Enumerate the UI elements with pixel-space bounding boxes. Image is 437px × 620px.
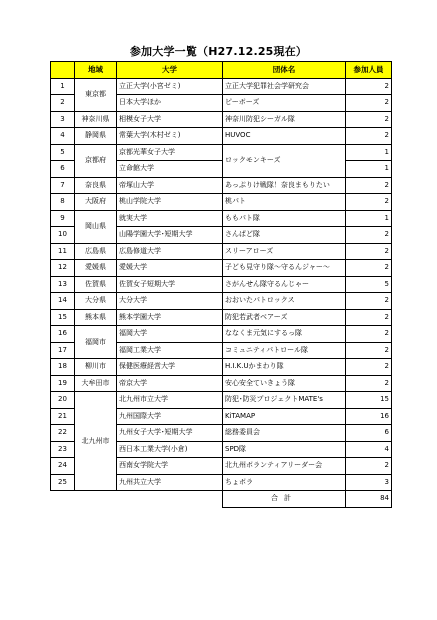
group-cell: 防犯･防災プロジェクトMATE's (223, 392, 346, 409)
count-cell: 2 (346, 227, 392, 244)
group-cell: コミュニティパトロール隊 (223, 342, 346, 359)
region-cell: 静岡県 (75, 128, 117, 145)
university-cell: 愛媛大学 (117, 260, 223, 277)
row-number: 21 (51, 408, 75, 425)
region-cell: 神奈川県 (75, 111, 117, 128)
count-cell: 2 (346, 95, 392, 112)
table-row (51, 326, 392, 343)
group-cell: 安心安全ていきょう隊 (223, 375, 346, 392)
count-cell: 1 (346, 210, 392, 227)
row-number: 3 (51, 111, 75, 128)
region-cell: 福岡市 (75, 326, 117, 359)
group-cell: SPD隊 (223, 441, 346, 458)
region-cell: 奈良県 (75, 177, 117, 194)
row-number: 6 (51, 161, 75, 178)
university-cell: 桃山学院大学 (117, 194, 223, 211)
university-cell: 北九州市立大学 (117, 392, 223, 409)
university-cell: 福岡大学 (117, 326, 223, 343)
header-region: 地域 (75, 62, 117, 79)
region-cell: 愛媛県 (75, 260, 117, 277)
group-cell: 子ども見守り隊～守るんジャー～ (223, 260, 346, 277)
region-cell: 佐賀県 (75, 276, 117, 293)
row-number: 10 (51, 227, 75, 244)
row-number: 14 (51, 293, 75, 310)
region-cell: 広島県 (75, 243, 117, 260)
group-cell: 桃パト (223, 194, 346, 211)
row-number: 18 (51, 359, 75, 376)
table-header-row (51, 62, 392, 79)
row-number: 19 (51, 375, 75, 392)
count-cell: 5 (346, 276, 392, 293)
row-number: 2 (51, 95, 75, 112)
group-cell: 北九州ボランティアリーダー会 (223, 458, 346, 475)
university-cell: 大分大学 (117, 293, 223, 310)
count-cell: 2 (346, 375, 392, 392)
row-number: 25 (51, 474, 75, 491)
count-cell: 6 (346, 425, 392, 442)
group-cell: おおいたパトロックス (223, 293, 346, 310)
count-cell: 4 (346, 441, 392, 458)
group-cell: H.I.K.Uかまわり隊 (223, 359, 346, 376)
university-cell: 立正大学(小宮ゼミ) (117, 78, 223, 95)
count-cell: 2 (346, 111, 392, 128)
page-title: 参加大学一覧（H27.12.25現在） (129, 45, 308, 58)
table-row (51, 293, 392, 310)
table-row (51, 78, 392, 95)
region-cell: 大牟田市 (75, 375, 117, 392)
region-cell: 大分県 (75, 293, 117, 310)
university-cell: 九州女子大学･短期大学 (117, 425, 223, 442)
row-number: 8 (51, 194, 75, 211)
count-cell: 2 (346, 243, 392, 260)
count-cell: 16 (346, 408, 392, 425)
university-cell: 九州共立大学 (117, 474, 223, 491)
header-university: 大学 (117, 62, 223, 79)
group-cell: ななくま元気にするっ隊 (223, 326, 346, 343)
region-cell: 大阪府 (75, 194, 117, 211)
group-cell: あっぷりけ戦隊！奈良まもりたい (223, 177, 346, 194)
university-cell: 広島修道大学 (117, 243, 223, 260)
row-number: 12 (51, 260, 75, 277)
table-row (51, 375, 392, 392)
table-row (51, 177, 392, 194)
group-cell: ちょボラ (223, 474, 346, 491)
row-number: 7 (51, 177, 75, 194)
table-row (51, 144, 392, 161)
table-row (51, 194, 392, 211)
total-count: 84 (346, 491, 392, 508)
row-number: 1 (51, 78, 75, 95)
group-cell: 神奈川防犯シーガル隊 (223, 111, 346, 128)
count-cell: 1 (346, 144, 392, 161)
region-cell: 京都府 (75, 144, 117, 177)
row-number: 13 (51, 276, 75, 293)
table-row (51, 260, 392, 277)
count-cell: 2 (346, 128, 392, 145)
university-cell: 西南女学院大学 (117, 458, 223, 475)
count-cell: 2 (346, 342, 392, 359)
row-number: 11 (51, 243, 75, 260)
group-cell: 総務委員会 (223, 425, 346, 442)
group-cell: さがんせん隊守るんじゃー (223, 276, 346, 293)
table-row (51, 243, 392, 260)
university-cell: 福岡工業大学 (117, 342, 223, 359)
university-cell: 西日本工業大学(小倉) (117, 441, 223, 458)
row-number: 20 (51, 392, 75, 409)
count-cell: 1 (346, 161, 392, 178)
row-number: 23 (51, 441, 75, 458)
group-cell: ももパト隊 (223, 210, 346, 227)
region-cell: 東京都 (75, 78, 117, 111)
university-cell: 相模女子大学 (117, 111, 223, 128)
group-cell: 立正大学犯罪社会学研究会 (223, 78, 346, 95)
group-cell: さんぱど隊 (223, 227, 346, 244)
university-cell: 山陽学園大学･短期大学 (117, 227, 223, 244)
row-number: 16 (51, 326, 75, 343)
count-cell: 2 (346, 177, 392, 194)
university-cell: 京都光華女子大学 (117, 144, 223, 161)
count-cell: 2 (346, 260, 392, 277)
university-cell: 九州国際大学 (117, 408, 223, 425)
count-cell: 2 (346, 309, 392, 326)
row-number: 9 (51, 210, 75, 227)
table-row (51, 111, 392, 128)
row-number: 15 (51, 309, 75, 326)
university-cell: 常葉大学(木村ゼミ) (117, 128, 223, 145)
region-cell: 岡山県 (75, 210, 117, 243)
row-number: 24 (51, 458, 75, 475)
university-cell: 帝京大学 (117, 375, 223, 392)
university-cell: 保健医療経営大学 (117, 359, 223, 376)
group-cell: スリーアローズ (223, 243, 346, 260)
table-row (51, 276, 392, 293)
count-cell: 2 (346, 458, 392, 475)
university-cell: 日本大学ほか (117, 95, 223, 112)
row-number: 17 (51, 342, 75, 359)
count-cell: 2 (346, 326, 392, 343)
region-cell: 熊本県 (75, 309, 117, 326)
university-cell: 佐賀女子短期大学 (117, 276, 223, 293)
table-row (51, 128, 392, 145)
row-number: 4 (51, 128, 75, 145)
count-cell: 2 (346, 194, 392, 211)
university-cell: 熊本学園大学 (117, 309, 223, 326)
university-table (50, 61, 392, 508)
count-cell: 2 (346, 359, 392, 376)
group-cell: HUVOC (223, 128, 346, 145)
university-cell: 帝塚山大学 (117, 177, 223, 194)
group-cell: ロックモンキーズ (223, 144, 346, 177)
group-cell: ピーボーズ (223, 95, 346, 112)
header-count: 参加人員 (346, 62, 392, 79)
university-cell: 就実大学 (117, 210, 223, 227)
count-cell: 2 (346, 293, 392, 310)
count-cell: 15 (346, 392, 392, 409)
university-cell: 立命館大学 (117, 161, 223, 178)
table-row (51, 309, 392, 326)
group-cell: 防犯若武者ベアーズ (223, 309, 346, 326)
total-spacer (51, 491, 223, 508)
row-number: 5 (51, 144, 75, 161)
row-number: 22 (51, 425, 75, 442)
table-row (51, 392, 392, 409)
table-row (51, 210, 392, 227)
total-row (51, 491, 392, 508)
total-label: 合計 (223, 491, 346, 508)
count-cell: 2 (346, 78, 392, 95)
group-cell: KiTAMAP (223, 408, 346, 425)
region-cell: 柳川市 (75, 359, 117, 376)
region-cell: 北九州市 (75, 392, 117, 491)
header-no (51, 62, 75, 79)
header-group: 団体名 (223, 62, 346, 79)
table-row (51, 359, 392, 376)
count-cell: 3 (346, 474, 392, 491)
